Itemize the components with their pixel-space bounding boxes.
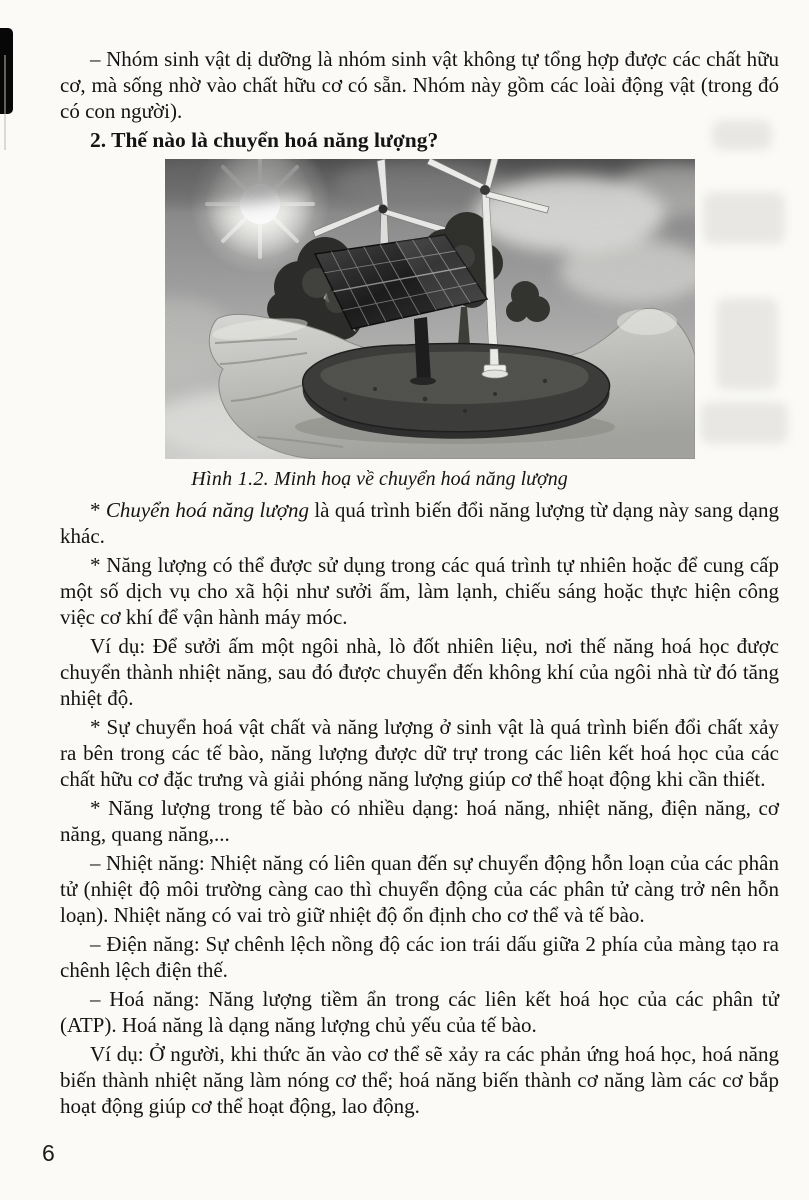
intro-paragraph: – Nhóm sinh vật dị dưỡng là nhóm sinh vật không tự tổng hợp được các chất hữu cơ, mà sống nhờ vào chất hữu cơ có sẵn. Nhóm này gồm các loài động vật (trong đó có con người). <box>60 47 779 123</box>
section-heading: 2. Thế nào là chuyển hoá năng lượng? <box>90 128 439 152</box>
bullet-marker: * <box>90 498 101 522</box>
definition-paragraph <box>60 497 779 549</box>
figure-caption-label: Hình 1.2. <box>191 468 269 490</box>
list-item-dien-nang: – Điện năng: Sự chênh lệch nồng độ các ion trái dấu giữa 2 phía của màng tạo ra chênh lệch điện thế. <box>60 932 779 982</box>
body-paragraph: * Năng lượng có thể được sử dụng trong các quá trình tự nhiên hoặc để cung cấp một số dịch vụ cho xã hội như sưởi ấm, làm lạnh, chiếu sáng hoặc thực hiện công việc cơ khí để vận hành máy móc. <box>60 553 779 629</box>
figure-1-2 <box>60 159 779 493</box>
definition-term: Chuyển hoá năng lượng <box>105 498 309 522</box>
list-item-nhiet-nang: – Nhiệt năng: Nhiệt năng có liên quan đến sự chuyển động hỗn loạn của các phân tử (nhiệt độ môi trường càng cao thì chuyển động của các phân tử càng trở nên hỗn loạn). Nhiệt năng có vai trò giữ nhiệt độ ổn định cho cơ thể và tế bào. <box>60 851 779 927</box>
body-paragraph: * Năng lượng trong tế bào có nhiều dạng: hoá năng, nhiệt năng, điện năng, cơ năng, quang năng,... <box>60 796 779 846</box>
example-paragraph: Ví dụ: Để sưởi ấm một ngôi nhà, lò đốt nhiên liệu, nơi thế năng hoá học được chuyển thành nhiệt năng, sau đó được chuyển đến không khí của ngôi nhà từ đó tăng nhiệt độ. <box>60 634 779 710</box>
example-paragraph: Ví dụ: Ở người, khi thức ăn vào cơ thể sẽ xảy ra các phản ứng hoá học, hoá năng biến thành nhiệt năng làm nóng cơ thể; hoá năng biến thành cơ năng làm các cơ bắp hoạt động giúp cơ thể hoạt động, lao động. <box>60 1042 779 1118</box>
page-number: 6 <box>42 1140 55 1166</box>
scan-artifact-left-edge <box>0 28 13 114</box>
scan-fold-line <box>4 55 6 150</box>
film-grain <box>165 159 695 459</box>
body-paragraph: * Sự chuyển hoá vật chất và năng lượng ở sinh vật là quá trình biến đổi chất xảy ra bên trong các tế bào, năng lượng được dữ trự trong các liên kết hoá học của các chất hữu cơ đặc trưng và giải phóng năng lượng giúp cơ thể hoạt động khi cần thiết. <box>60 715 779 791</box>
definition-rest: là quá trình biến đổi năng lượng từ dạng này sang dạng khác. <box>60 498 779 548</box>
figure-illustration <box>165 159 695 459</box>
figure-photo <box>165 159 695 459</box>
figure-caption <box>60 465 699 493</box>
figure-caption-text: Minh hoạ về chuyển hoá năng lượng <box>268 468 568 490</box>
page-content <box>60 46 779 1122</box>
list-item-hoa-nang: – Hoá năng: Năng lượng tiềm ẩn trong các liên kết hoá học của các phân tử (ATP). Hoá năng là dạng năng lượng chủ yếu của tế bào. <box>60 987 779 1037</box>
